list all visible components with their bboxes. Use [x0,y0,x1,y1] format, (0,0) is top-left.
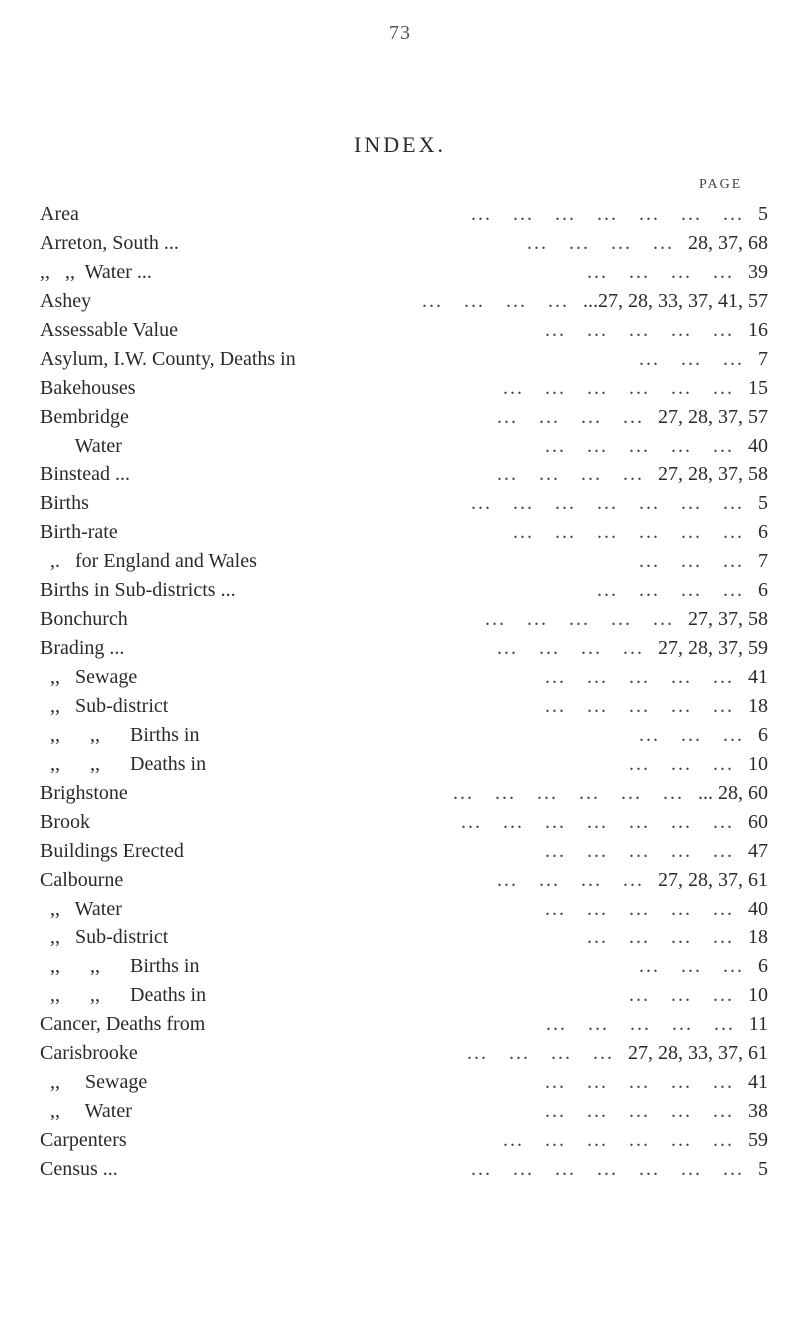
entry-leader-dots: ... ... ... ... [527,231,674,254]
entry-pages: ...27, 28, 33, 37, 41, 57 [583,289,768,312]
entry-leader-dots: ... ... ... ... [497,868,644,891]
entry-leader-dots: ... ... ... ... ... [485,608,674,631]
entry-pages: 16 [748,318,768,341]
entry-pages: 27, 37, 58 [688,608,768,631]
entry-label: ,, Water [40,1100,132,1123]
entry-leader-dots: ... ... ... ... ... ... ... [461,810,734,833]
index-entry [40,837,768,866]
entry-leader-dots: ... ... ... ... ... ... [503,1129,734,1151]
index-entry [40,374,768,403]
index-title: INDEX. [354,132,446,157]
entry-pages: 60 [748,810,768,833]
entry-pages: 47 [748,839,768,862]
index-entry [40,316,768,345]
entry-label: ,, ,, Water ... [40,260,152,283]
index-entry [40,1155,768,1184]
entry-leader-dots: ... ... ... ... ... [545,839,734,862]
index-entry [40,895,768,924]
entry-label: Cancer, Deaths from [40,1013,206,1036]
entry-label: ,, ,, Births in [40,955,200,978]
entry-leader-dots: ... ... ... ... ... ... [503,376,734,399]
entry-leader-dots: ... ... ... [639,347,744,370]
page-column-label: PAGE [699,177,743,192]
index-entry [40,1039,768,1068]
index-entry [40,750,768,779]
entry-label: Buildings Erected [40,839,184,862]
entry-leader-dots: ... ... ... ... [597,579,744,602]
index-entry [40,605,768,634]
index-entry [40,692,768,721]
entry-pages: 38 [748,1100,768,1123]
entry-pages: 27, 28, 33, 37, 61 [628,1042,768,1065]
entry-leader-dots: ... ... ... ... [587,260,734,283]
entry-label: Water [40,434,122,457]
entry-label: Brook [40,810,90,833]
entry-pages: 27, 28, 37, 57 [658,405,768,428]
index-entry [40,287,768,316]
entry-leader-dots: ... ... ... [629,752,734,775]
entry-leader-dots: ... ... ... [639,550,744,573]
index-entry [40,663,768,692]
entry-pages: 40 [748,434,768,457]
entry-pages: 27, 28, 37, 59 [658,637,768,660]
entry-leader-dots: ... ... ... [629,984,734,1007]
entry-label: Bonchurch [40,608,128,631]
entry-pages: 11 [748,1013,768,1036]
index-entry [40,1126,768,1155]
entry-label: Births in Sub-districts ... [40,579,236,602]
entry-leader-dots: ... ... ... ... ... [545,694,734,717]
index-entry [40,547,768,576]
index-entry [40,923,768,952]
index-entry [40,1068,768,1097]
entry-pages: 28, 37, 68 [688,231,768,254]
entry-pages: 41 [748,666,768,688]
page-number: 73 [389,22,411,44]
entry-label: Arreton, South ... [40,231,179,254]
entry-label: Area [40,203,79,225]
entry-pages: 6 [758,955,768,978]
entry-leader-dots: ... ... ... ... ... [545,1071,734,1094]
entry-label: Brading ... [40,637,125,660]
entry-pages: 18 [748,926,768,949]
entry-pages: 7 [758,347,768,370]
index-entry [40,518,768,547]
entry-leader-dots: ... ... ... ... ... ... ... [471,1157,744,1180]
entry-pages: 5 [758,203,768,225]
entry-label: Bakehouses [40,376,136,399]
index-entry [40,1010,768,1039]
entry-leader-dots: ... ... ... ... ... [545,666,734,688]
entry-label: Assessable Value [40,318,178,341]
entry-leader-dots: ... ... ... ... ... [545,318,734,341]
entry-label: Brighstone [40,781,128,804]
entry-pages: 6 [758,521,768,544]
entry-pages: 10 [748,984,768,1007]
index-entry [40,432,768,461]
entry-leader-dots: ... ... ... ... ... ... [453,781,684,804]
entry-leader-dots: ... ... ... ... [467,1042,614,1065]
entry-leader-dots: ... ... ... [639,955,744,978]
entry-leader-dots: ... ... ... ... [587,926,734,949]
entry-leader-dots: ... ... ... ... [497,405,644,428]
entry-label: ,, Sewage [40,666,138,688]
entry-label: Carisbrooke [40,1042,138,1065]
entry-pages: 27, 28, 37, 58 [658,463,768,486]
entry-leader-dots: ... ... ... ... ... [545,1100,734,1123]
index-entry [40,981,768,1010]
index-entry [40,489,768,518]
entry-label: Binstead ... [40,463,130,486]
entry-label: ,, Sub-district [40,694,169,717]
entry-leader-dots: ... ... ... ... ... [545,434,734,457]
index-entry [40,1097,768,1126]
index-entry [40,403,768,432]
entry-leader-dots: ... ... ... ... [497,463,644,486]
entry-pages: 27, 28, 37, 61 [658,868,768,891]
entry-pages: 41 [748,1071,768,1094]
entry-pages: 10 [748,752,768,775]
entry-label: Carpenters [40,1129,127,1151]
index-entry [40,866,768,895]
entry-leader-dots: ... ... ... [639,723,744,746]
entry-pages: 15 [748,376,768,399]
index-entry [40,721,768,750]
index-entry [40,258,768,287]
entry-pages: 5 [758,492,768,515]
entry-label: Bembridge [40,405,129,428]
entry-label: Asylum, I.W. County, Deaths in [40,347,296,370]
entry-label: Birth-rate [40,521,118,544]
entry-pages: 7 [758,550,768,573]
entry-leader-dots: ... ... ... ... ... ... ... [471,203,744,225]
index-entry [40,229,768,258]
entry-pages: ... 28, 60 [698,781,768,804]
entry-label: Births [40,492,89,515]
entry-pages: 39 [748,260,768,283]
entry-label: ,, Sub-district [40,926,169,949]
index-entry [40,345,768,374]
entry-leader-dots: ... ... ... ... ... [545,897,734,920]
index-entry [40,200,768,229]
index-entry [40,634,768,663]
entry-label: Census ... [40,1157,118,1180]
entry-leader-dots: ... ... ... ... [497,637,644,660]
entry-pages: 59 [748,1129,768,1151]
index-entry [40,576,768,605]
entry-label: ,, ,, Births in [40,723,200,746]
entry-label: ,. for England and Wales [40,550,257,573]
entry-pages: 18 [748,694,768,717]
entry-leader-dots: ... ... ... ... ... ... [513,521,744,544]
index-entry [40,808,768,837]
index-entries [40,200,768,1184]
entry-label: Ashey [40,289,92,312]
entry-pages: 40 [748,897,768,920]
entry-label: ,, ,, Deaths in [40,752,207,775]
index-entry [40,779,768,808]
entry-leader-dots: ... ... ... ... [422,289,569,312]
entry-leader-dots: ... ... ... ... ... ... ... [471,492,744,515]
entry-label: Calbourne [40,868,124,891]
entry-pages: 5 [758,1157,768,1180]
entry-label: ,, ,, Deaths in [40,984,207,1007]
index-entry [40,952,768,981]
entry-label: ,, Sewage [40,1071,148,1094]
entry-leader-dots: ... ... ... ... ... [546,1013,735,1036]
entry-label: ,, Water [40,897,122,920]
entry-pages: 6 [758,579,768,602]
index-entry [40,460,768,489]
entry-pages: 6 [758,723,768,746]
